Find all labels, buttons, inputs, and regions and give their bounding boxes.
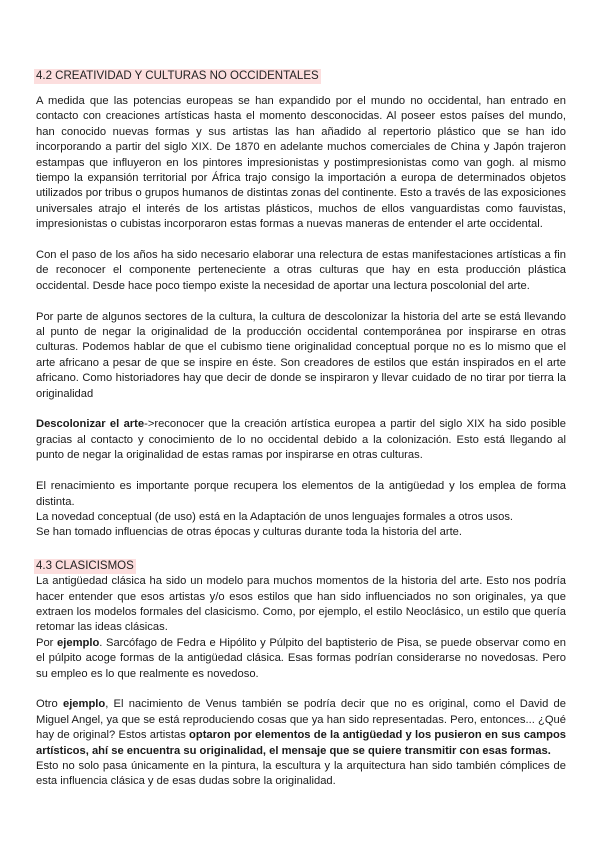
- definition-text: ->reconocer que la creación artística europea a partir del siglo XIX ha sido posible gracias al contacto y conocimiento de lo no occidental debido a la colonización. Esto está llegando al punto de negar la originalidad de estas ramas por inspirarse en otras culturas.: [36, 418, 566, 462]
- bold-ejemplo: ejemplo: [57, 636, 100, 649]
- paragraph-antiguedad-clasica: La antigüedad clásica ha sido un modelo para muchos momentos de la historia del arte. Esto nos podría hacer entender que esos artistas y/o esos estilos que han sido influenciados no son originales, ya que extraen los modelos formales del clasicismo. Como, por ejemplo, el estilo Neoclásico, un estilo que quería retomar las ideas clásicas.: [36, 575, 566, 634]
- paragraph-novedad-conceptual: La novedad conceptual (de uso) está en la Adaptación de unos lenguajes formales a otros usos.: [36, 510, 514, 523]
- bold-originalidad: optaron por elementos de la antigüedad y los pusieron en sus campos artísticos, ahí se encuentra su originalidad, el mensaje que se quiere transmitir con esas formas.: [36, 729, 566, 757]
- paragraph-descolonizar-historia: Por parte de algunos sectores de la cultura, la cultura de descolonizar la historia del arte se está llevando al punto de negar la originalidad de la producción occidental contemporánea por inspirarse en otras culturas. Podemos hablar de que el cubismo tiene originalidad conceptual porque no es lo mismo que el arte africano a pesar de que se inspire en éste. Son creadores de estilos que están inspirados en el arte africano. Como historiadores hay que decir de donde se inspiraron y llevar cuidado de no tirar por tierra la originalidad: [36, 310, 566, 400]
- paragraph-expansion: A medida que las potencias europeas se han expandido por el mundo no occidental, han entrado en contacto con creaciones artísticas hasta el momento desconocidas. Al poseer estos países del mundo, han conocido nuevas formas y sus artistas las han añadido al repertorio plástico que se han ido incorporando a partir del siglo XIX. De 1870 en adelante muchos comerciales de China y Japón trajeron estampas que influyeron en los pintores impresionistas y postimpresionistas como van gogh. al mismo tiempo la expansión territorial por África trajo consigo la importación a europa de determinados objetos utilizados por tribus o grupos humanos de distintas zonas del continente. Esto a través de las exposiciones universales atrajo el interés de los artistas plásticos, muchos de ellos vanguardistas como fauvistas, impresionistas o cubistas incorporaron estas formas a nuevas maneras de entender el arte occidental.: [36, 95, 566, 231]
- paragraph-ejemplo-sarcofago: [36, 636, 566, 682]
- paragraph-influencias: Se han tomado influencias de otras épocas y culturas durante toda la historia del arte.: [36, 526, 463, 539]
- text-fragment: Por: [36, 636, 58, 649]
- text-fragment: Otro: [36, 698, 63, 711]
- text-fragment: , El nacimiento de Venus también se podría decir que no es original, como el David de Miguel Angel, ya que se está reproduciendo cosas que ya han sido representadas. Pero, entonces... ¿Qué hay de original? Estos artistas: [36, 698, 566, 742]
- bold-ejemplo: ejemplo: [62, 698, 106, 711]
- text-fragment: . Sarcófago de Fedra e Hipólito y Púlpito del baptisterio de Pisa, se puede observar como en el púlpito acoge formas de la antigüedad clásica. Esas formas podrían considerarse no novedosas. Pero su empleo es lo que realmente es novedoso.: [36, 636, 566, 680]
- paragraph-relectura: Con el paso de los años ha sido necesario elaborar una relectura de estas manifestaciones artísticas a fin de reconocer el componente perteneciente a otras culturas que hay en esta producción plástica occidental. Desde hace poco tiempo existe la necesidad de aportar una lectura poscolonial del arte.: [36, 249, 566, 292]
- section-heading-4-2: 4.2 CREATIVIDAD Y CULTURAS NO OCCIDENTALES: [36, 70, 319, 82]
- paragraph-descolonizar-definicion: [36, 417, 566, 463]
- paragraph-renacimiento: El renacimiento es importante porque recupera los elementos de la antigüedad y los emplea de forma distinta.: [36, 480, 566, 508]
- paragraph-ejemplo-venus: [36, 697, 566, 759]
- section-heading-4-3: 4.3 CLASICISMOS: [36, 560, 134, 573]
- paragraph-pintura-escultura: Esto no solo pasa únicamente en la pintura, la escultura y la arquitectura han sido también cómplices de esta influencia clásica y de esas dudas sobre la originalidad.: [36, 759, 566, 788]
- bold-term-descolonizar: Descolonizar el arte: [36, 418, 145, 431]
